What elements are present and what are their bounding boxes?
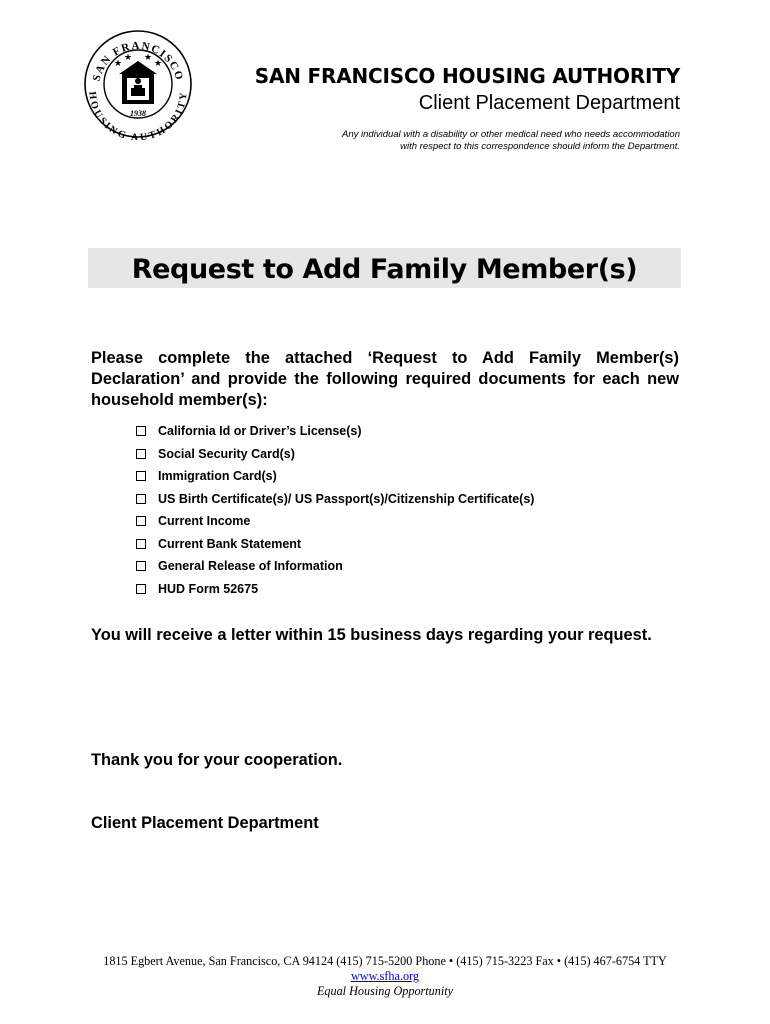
seal-year: 1938: [130, 109, 146, 118]
checklist-item-label: Immigration Card(s): [158, 469, 277, 484]
checklist-item: [136, 443, 534, 466]
notice-line-2: with respect to this correspondence should inform the Department.: [400, 141, 680, 152]
checklist-item: [136, 533, 534, 556]
footer: [0, 954, 770, 999]
letterhead: [255, 64, 680, 116]
title-banner: [88, 248, 681, 288]
checklist-item-label: Social Security Card(s): [158, 446, 295, 461]
website-link[interactable]: www.sfha.org: [350, 969, 420, 983]
house-icon: [119, 61, 157, 104]
checklist-item: [136, 465, 534, 488]
svg-text:★: ★: [123, 52, 133, 62]
seal-graphic: [82, 28, 194, 140]
svg-text:★: ★: [143, 52, 153, 62]
response-time-note: You will receive a letter within 15 business days regarding your request.: [91, 626, 652, 644]
checkbox[interactable]: [136, 426, 146, 436]
checkbox[interactable]: [136, 471, 146, 481]
organization-name: SAN FRANCISCO HOUSING AUTHORITY: [254, 64, 680, 88]
seal-top-text: SAN FRANCISCO: [90, 39, 186, 83]
checklist-item-label: Current Income: [158, 514, 251, 529]
accommodation-notice: [260, 129, 680, 153]
checkbox[interactable]: [136, 494, 146, 504]
sfha-seal-logo: [82, 28, 194, 140]
notice-line-1: Any individual with a disability or other medical need who needs accommodation: [342, 129, 680, 140]
checkbox[interactable]: [136, 449, 146, 459]
signoff: Client Placement Department: [91, 814, 319, 832]
checklist-item: [136, 555, 534, 578]
svg-text:★: ★: [153, 58, 163, 68]
checklist-item-label: US Birth Certificate(s)/ US Passport(s)/Citizenship Certificate(s): [158, 491, 535, 506]
department-name: Client Placement Department: [418, 92, 680, 114]
checklist-item-label: California Id or Driver’s License(s): [158, 424, 362, 439]
checklist-item: [136, 578, 534, 601]
checkbox[interactable]: [136, 584, 146, 594]
checkbox[interactable]: [136, 539, 146, 549]
footer-contact-line: 1815 Egbert Avenue, San Francisco, CA 94124 (415) 715-5200 Phone • (415) 715-3223 Fax • (415) 467-6754 TTY: [103, 954, 667, 968]
document-title: Request to Add Family Member(s): [131, 254, 638, 285]
thank-you-line: Thank you for your cooperation.: [91, 751, 343, 769]
checklist-item-label: Current Bank Statement: [158, 536, 302, 551]
checkbox[interactable]: [136, 516, 146, 526]
required-documents-checklist: [136, 420, 534, 600]
checklist-item-label: HUD Form 52675: [158, 581, 259, 596]
checklist-item: [136, 510, 534, 533]
checklist-item: [136, 488, 534, 511]
equal-housing-tagline: Equal Housing Opportunity: [316, 984, 454, 998]
checklist-item-label: General Release of Information: [158, 559, 343, 574]
checkbox[interactable]: [136, 561, 146, 571]
seal-bottom-text: HOUSING AUTHORITY: [86, 91, 190, 140]
svg-text:★: ★: [113, 58, 123, 68]
checklist-item: [136, 420, 534, 443]
intro-paragraph: Please complete the attached ‘Request to Add Family Member(s) Declaration’ and provide the following required documents for each new household member(s):: [91, 349, 679, 409]
